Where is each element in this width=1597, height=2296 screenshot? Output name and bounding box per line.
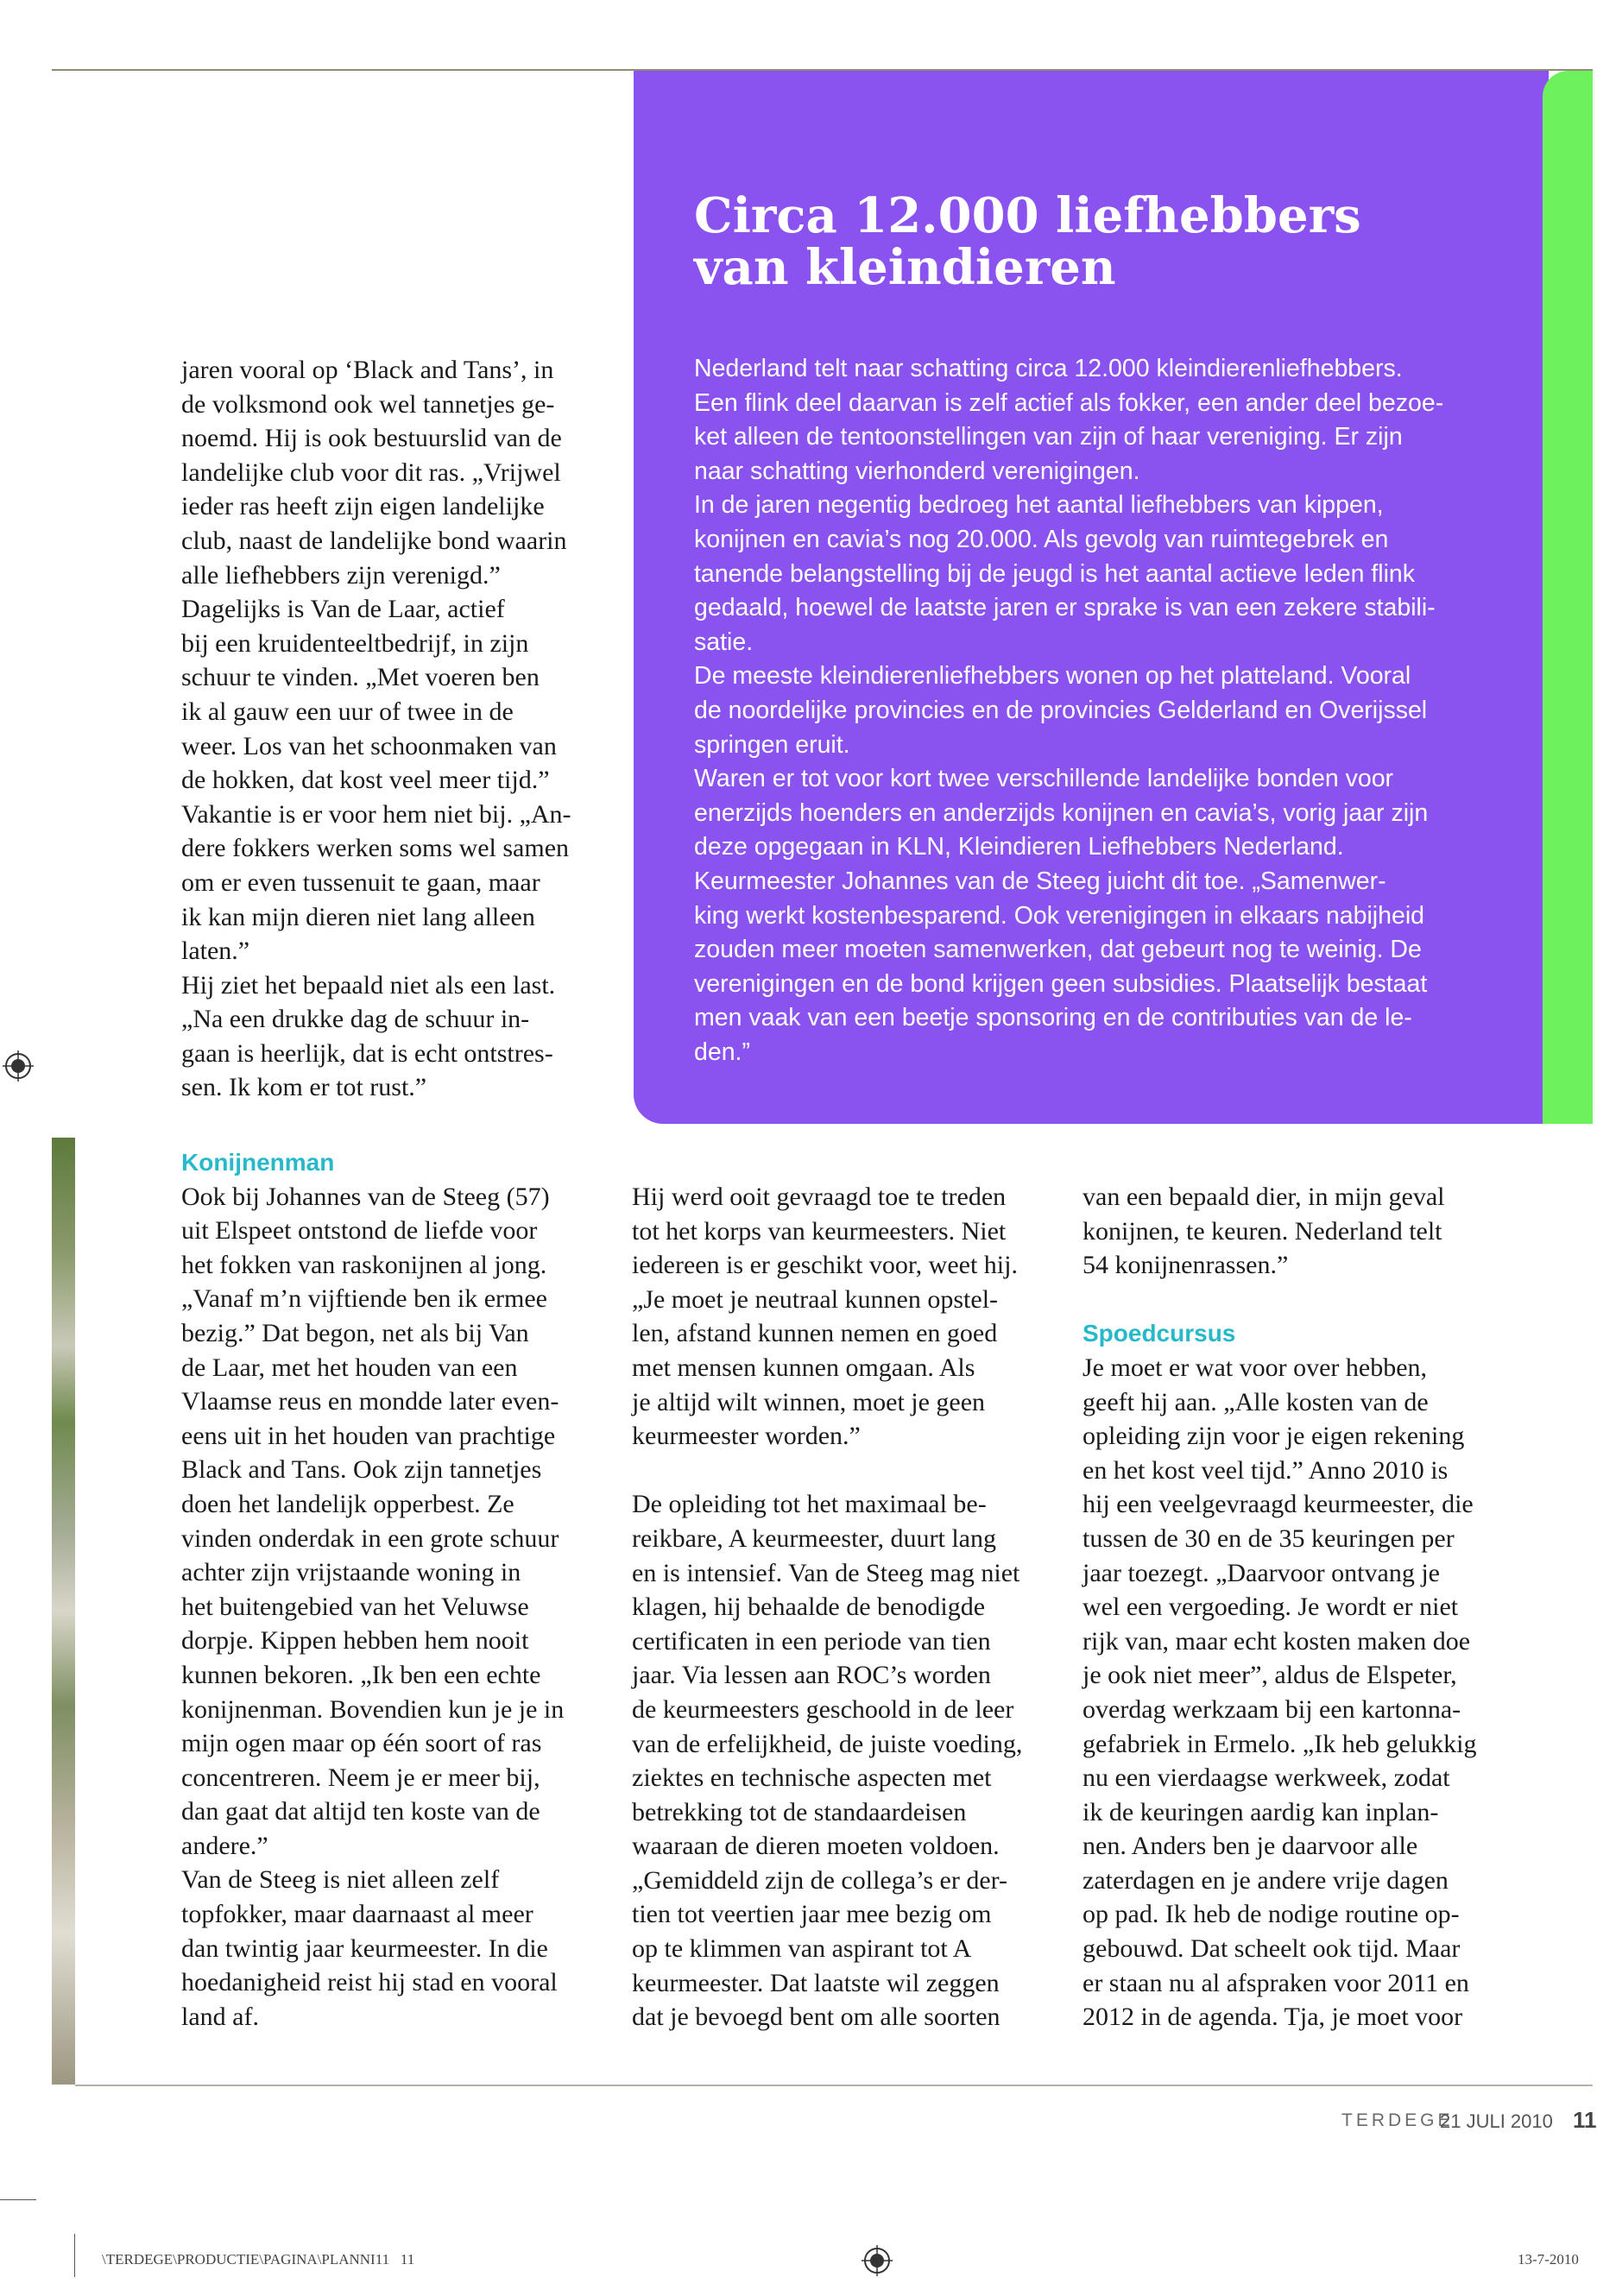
article-column-3 — [1083, 1180, 1531, 2034]
slug-path-text: \TERDEGE\PRODUCTIE\PAGINA\PLANNI11 — [102, 2251, 390, 2268]
article-text-line: nen. Anders ben je daarvoor alle — [1083, 1832, 1418, 1861]
article-text-line: betrekking tot de standaardeisen — [632, 1797, 967, 1826]
article-text-line: land af. — [181, 2002, 259, 2031]
article-text-line: ik kan mijn dieren niet lang alleen — [181, 902, 535, 931]
article-text-line: Van de Steeg is niet alleen zelf — [181, 1865, 500, 1895]
article-text-line: met mensen kunnen omgaan. Als — [632, 1353, 975, 1382]
article-text-line: tussen de 30 en de 35 keuringen per — [1083, 1523, 1455, 1553]
article-text-line: dere fokkers werken soms wel samen — [181, 834, 570, 863]
article-text-line: het buitengebied van het Veluwse — [181, 1592, 529, 1621]
article-text-line: andere.” — [181, 1831, 268, 1860]
article-text-line: opleiding zijn voor je eigen rekening — [1083, 1422, 1465, 1451]
sidebar-text-line: ket alleen de tentoonstellingen van zijn of haar vereniging. Er zijn — [694, 423, 1403, 451]
article-text-line: len, afstand kunnen nemen en goed — [632, 1319, 998, 1348]
article-text-line: vinden onderdak in een grote schuur — [181, 1523, 559, 1553]
sidebar-text-line: naar schatting vierhonderd verenigingen. — [694, 457, 1140, 485]
article-text-line: de hokken, dat kost veel meer tijd.” — [181, 766, 550, 795]
article-text-line: klagen, hij behaalde de benodigde — [632, 1593, 986, 1622]
article-text-line: keurmeester worden.” — [632, 1422, 861, 1451]
slug-date: 13-7-2010 — [1518, 2251, 1579, 2268]
article-text-line: geeft hij aan. „Alle kosten van de — [1083, 1387, 1429, 1416]
article-text-line: Je moet er wat voor over hebben, — [1083, 1353, 1428, 1382]
column-3-body — [1083, 1351, 1531, 2034]
column-3-paragraph-1 — [1083, 1180, 1531, 1283]
article-text-line: nu een vierdaagse werkweek, zodat — [1083, 1763, 1450, 1793]
article-text-line: schuur te vinden. „Met voeren ben — [181, 663, 540, 692]
article-text-line: „Je moet je neutraal kunnen opstel- — [632, 1284, 999, 1314]
article-text-line: gefabriek in Ermelo. „Ik heb gelukkig — [1083, 1729, 1477, 1758]
article-text-line: er staan nu al afspraken voor 2011 en — [1083, 1968, 1469, 1997]
article-text-line: concentreren. Neem je er meer bij, — [181, 1763, 540, 1792]
article-text-line: 2012 in de agenda. Tja, je moet voor — [1083, 2003, 1463, 2032]
sidebar-text-line: konijnen en cavia’s nog 20.000. Als gevolg van ruimtegebrek en — [694, 525, 1389, 553]
article-text-line: de keurmeesters geschoold in de leer — [632, 1694, 1014, 1724]
green-edge-strip — [1543, 71, 1593, 1124]
paragraph-gap — [1083, 1283, 1531, 1317]
article-text-line: van de erfelijkheid, de juiste voeding, — [632, 1729, 1023, 1758]
article-text-line: dorpje. Kippen hebben hem nooit — [181, 1626, 529, 1656]
article-text-line: certificaten in een periode van tien — [632, 1626, 991, 1656]
sidebar-text-line: Waren er tot voor kort twee verschillende landelijke bonden voor — [694, 765, 1394, 793]
subhead-konijnenman: Konijnenman — [181, 1149, 335, 1176]
article-text-line: op pad. Ik heb de nodige routine op- — [1083, 1900, 1460, 1929]
article-text-line: landelijke club voor dit ras. „Vrijwel — [181, 457, 561, 487]
article-text-line: Hij ziet het bepaald niet als een last. — [181, 970, 556, 1000]
article-text-line: je ook niet meer”, aldus de Elspeter, — [1083, 1661, 1457, 1690]
article-text-line: Vlaamse reus en mondde later even- — [181, 1387, 559, 1416]
sidebar-text-line: men vaak van een beetje sponsoring en de contributies van de le- — [694, 1004, 1412, 1032]
article-text-line: reikbare, A keurmeester, duurt lang — [632, 1523, 996, 1553]
slug-number: 11 — [400, 2251, 415, 2268]
column-1-body — [181, 1180, 613, 2034]
article-text-line: om er even tussenuit te gaan, maar — [181, 867, 540, 897]
article-text-line: dan gaat dat altijd ten koste van de — [181, 1797, 540, 1826]
subhead-spoedcursus: Spoedcursus — [1083, 1320, 1236, 1347]
slug-path — [102, 2251, 414, 2268]
column-2-paragraph-2 — [632, 1487, 1064, 2034]
sidebar-text-line: Een flink deel daarvan is zelf actief als fokker, een ander deel bezoe- — [694, 388, 1444, 417]
article-text-line: Vakantie is er voor hem niet bij. „An- — [181, 799, 571, 829]
bottom-rule — [75, 2085, 1593, 2086]
sidebar-text-line: den.” — [694, 1038, 750, 1066]
article-text-line: noemd. Hij is ook bestuurslid van de — [181, 424, 562, 453]
article-text-line: jaar toezegt. „Daarvoor ontvang je — [1083, 1558, 1440, 1587]
article-text-line: jaar. Via lessen aan ROC’s worden — [632, 1661, 991, 1690]
article-text-line: gaan is heerlijk, dat is echt ontstres- — [181, 1038, 553, 1068]
article-text-line: Black and Tans. Ook zijn tannetjes — [181, 1455, 542, 1485]
sidebar-text-line: gedaald, hoewel de laatste jaren er sprake is van een zekere stabili- — [694, 594, 1436, 622]
article-text-line: ziektes en technische aspecten met — [632, 1763, 992, 1793]
sidebar-text-line: Keurmeester Johannes van de Steeg juicht dit toe. „Samenwer- — [694, 867, 1386, 895]
sidebar-title-line: Circa 12.000 liefhebbers — [694, 187, 1361, 244]
registration-mark-icon — [862, 2245, 893, 2276]
footer-magazine: TERDEGE — [1341, 2110, 1454, 2130]
sidebar-text-line: In de jaren negentig bedroeg het aantal liefhebbers van kippen, — [694, 491, 1384, 520]
article-text-line: dan twintig jaar keurmeester. In die — [181, 1933, 548, 1963]
article-text-line: jaren vooral op ‘Black and Tans’, in — [181, 356, 554, 384]
article-column-1 — [181, 1145, 613, 2034]
article-text-line: 54 konijnenrassen.” — [1083, 1251, 1289, 1280]
article-text-line: overdag werkzaam bij een kartonna- — [1083, 1694, 1461, 1724]
article-text-line: mijn ogen maar op één soort of ras — [181, 1729, 542, 1758]
article-text-line: Dagelijks is Van de Laar, actief — [181, 595, 505, 624]
article-text-line: Hij werd ooit gevraagd toe te treden — [632, 1183, 1007, 1211]
article-text-line: hoedanigheid reist hij stad en vooral — [181, 1968, 558, 1997]
article-text-line: op te klimmen van aspirant tot A — [632, 1934, 972, 1964]
sidebar-text-line: de noordelijke provincies en de provincies Gelderland en Overijssel — [694, 696, 1428, 724]
article-text-line: kunnen bekoren. „Ik ben een echte — [181, 1660, 541, 1689]
article-text-line: achter zijn vrijstaande woning in — [181, 1558, 521, 1587]
article-text-line: konijnen, te keuren. Nederland telt — [1083, 1216, 1442, 1246]
sidebar-text-line: satie. — [694, 628, 754, 656]
sidebar-text-line: verenigingen en de bond krijgen geen subsidies. Plaatselijk bestaat — [694, 969, 1428, 998]
sidebar-text-line: tanende belangstelling bij de jeugd is het aantal actieve leden flink — [694, 559, 1416, 588]
article-text-line: „Vanaf m’n vijftiende ben ik ermee — [181, 1284, 547, 1314]
article-text-line: rijk van, maar echt kosten maken doe — [1083, 1626, 1471, 1656]
article-text-line: „Na een drukke dag de schuur in- — [181, 1005, 530, 1034]
article-text-line: en is intensief. Van de Steeg mag niet — [632, 1558, 1020, 1587]
sidebar-text-line: zouden meer moeten samenwerken, dat gebeurt nog te weinig. De — [694, 936, 1422, 964]
article-text-line: tot het korps van keurmeesters. Niet — [632, 1216, 1007, 1246]
article-text-line: eens uit in het houden van prachtige — [181, 1421, 556, 1450]
column-2-paragraph-1 — [632, 1180, 1064, 1454]
sidebar-title — [694, 187, 1505, 296]
sidebar-text-line: king werkt kostenbesparend. Ook verenigingen in elkaars nabijheid — [694, 901, 1425, 930]
article-text-line: van een bepaald dier, in mijn geval — [1083, 1183, 1445, 1211]
sidebar-text-line: De meeste kleindierenliefhebbers wonen op het platteland. Vooral — [694, 662, 1411, 691]
sidebar-body — [694, 352, 1514, 1069]
article-text-line: de Laar, met het houden van een — [181, 1353, 518, 1382]
sidebar-text-line: Nederland telt naar schatting circa 12.000 kleindierenliefhebbers. — [694, 355, 1403, 382]
article-column-2 — [632, 1180, 1064, 2034]
article-text-line: De opleiding tot het maximaal be- — [632, 1490, 987, 1519]
article-text-line: uit Elspeet ontstond de liefde voor — [181, 1216, 538, 1246]
article-text-line: laten.” — [181, 937, 250, 966]
article-text-line: en het kost veel tijd.” Anno 2010 is — [1083, 1455, 1449, 1485]
article-text-line: iedereen is er geschikt voor, weet hij. — [632, 1251, 1018, 1280]
article-text-line: sen. Ik kom er tot rust.” — [181, 1073, 427, 1102]
crop-mark — [74, 2234, 75, 2277]
article-text-line: keurmeester. Dat laatste wil zeggen — [632, 1968, 1000, 1997]
article-text-line: dat je bevoegd bent om alle soorten — [632, 2003, 1000, 2032]
article-text-line: club, naast de landelijke bond waarin — [181, 526, 567, 555]
article-text-line: ieder ras heeft zijn eigen landelijke — [181, 492, 545, 521]
article-text-line: konijnenman. Bovendien kun je je in — [181, 1694, 565, 1724]
sidebar-text-line: enerzijds hoenders en anderzijds konijnen en cavia’s, vorig jaar zijn — [694, 798, 1429, 827]
footer-date: 21 JULI 2010 — [1440, 2110, 1553, 2132]
article-text-line: topfokker, maar daarnaast al meer — [181, 1900, 533, 1929]
article-text-line: ik al gauw een uur of twee in de — [181, 697, 514, 726]
article-text-line: tien tot veertien jaar mee bezig om — [632, 1900, 992, 1929]
sidebar-text-line: springen eruit. — [694, 730, 850, 759]
page-number: 11 — [1573, 2107, 1597, 2133]
registration-mark-icon — [3, 1050, 34, 1082]
article-text-line: gebouwd. Dat scheelt ook tijd. Maar — [1083, 1934, 1461, 1964]
article-text-line: ik de keuringen aardig kan inplan- — [1083, 1797, 1439, 1826]
crop-mark — [0, 2199, 36, 2200]
paragraph-gap — [632, 1454, 1064, 1488]
article-text-line: alle liefhebbers zijn verenigd.” — [181, 560, 501, 590]
article-text-line: hij een veelgevraagd keurmeester, die — [1083, 1490, 1474, 1519]
article-text-line: je altijd wilt winnen, moet je geen — [632, 1387, 986, 1416]
article-text-line: Ook bij Johannes van de Steeg (57) — [181, 1182, 550, 1211]
article-text-line: zaterdagen en je andere vrije dagen — [1083, 1865, 1449, 1895]
article-text-line: waaraan de dieren moeten voldoen. — [632, 1832, 1000, 1861]
article-text-line: doen het landelijk opperbest. Ze — [181, 1489, 514, 1518]
article-column-top-left — [181, 353, 613, 1105]
article-text-line: het fokken van raskonijnen al jong. — [181, 1250, 547, 1279]
article-text-line: bij een kruidenteeltbedrijf, in zijn — [181, 628, 529, 658]
article-text-line: „Gemiddeld zijn de collega’s er der- — [632, 1865, 1008, 1895]
sidebar-text-line: deze opgegaan in KLN, Kleindieren Liefhebbers Nederland. — [694, 833, 1344, 861]
article-text-line: weer. Los van het schoonmaken van — [181, 731, 557, 760]
article-text-line: de volksmond ook wel tannetjes ge- — [181, 389, 555, 419]
sidebar-title-line: van kleindieren — [694, 239, 1116, 296]
photo-edge-strip — [52, 1138, 75, 2085]
article-text-line: bezig.” Dat begon, net als bij Van — [181, 1318, 529, 1347]
article-text-line: wel een vergoeding. Je wordt er niet — [1083, 1593, 1459, 1622]
